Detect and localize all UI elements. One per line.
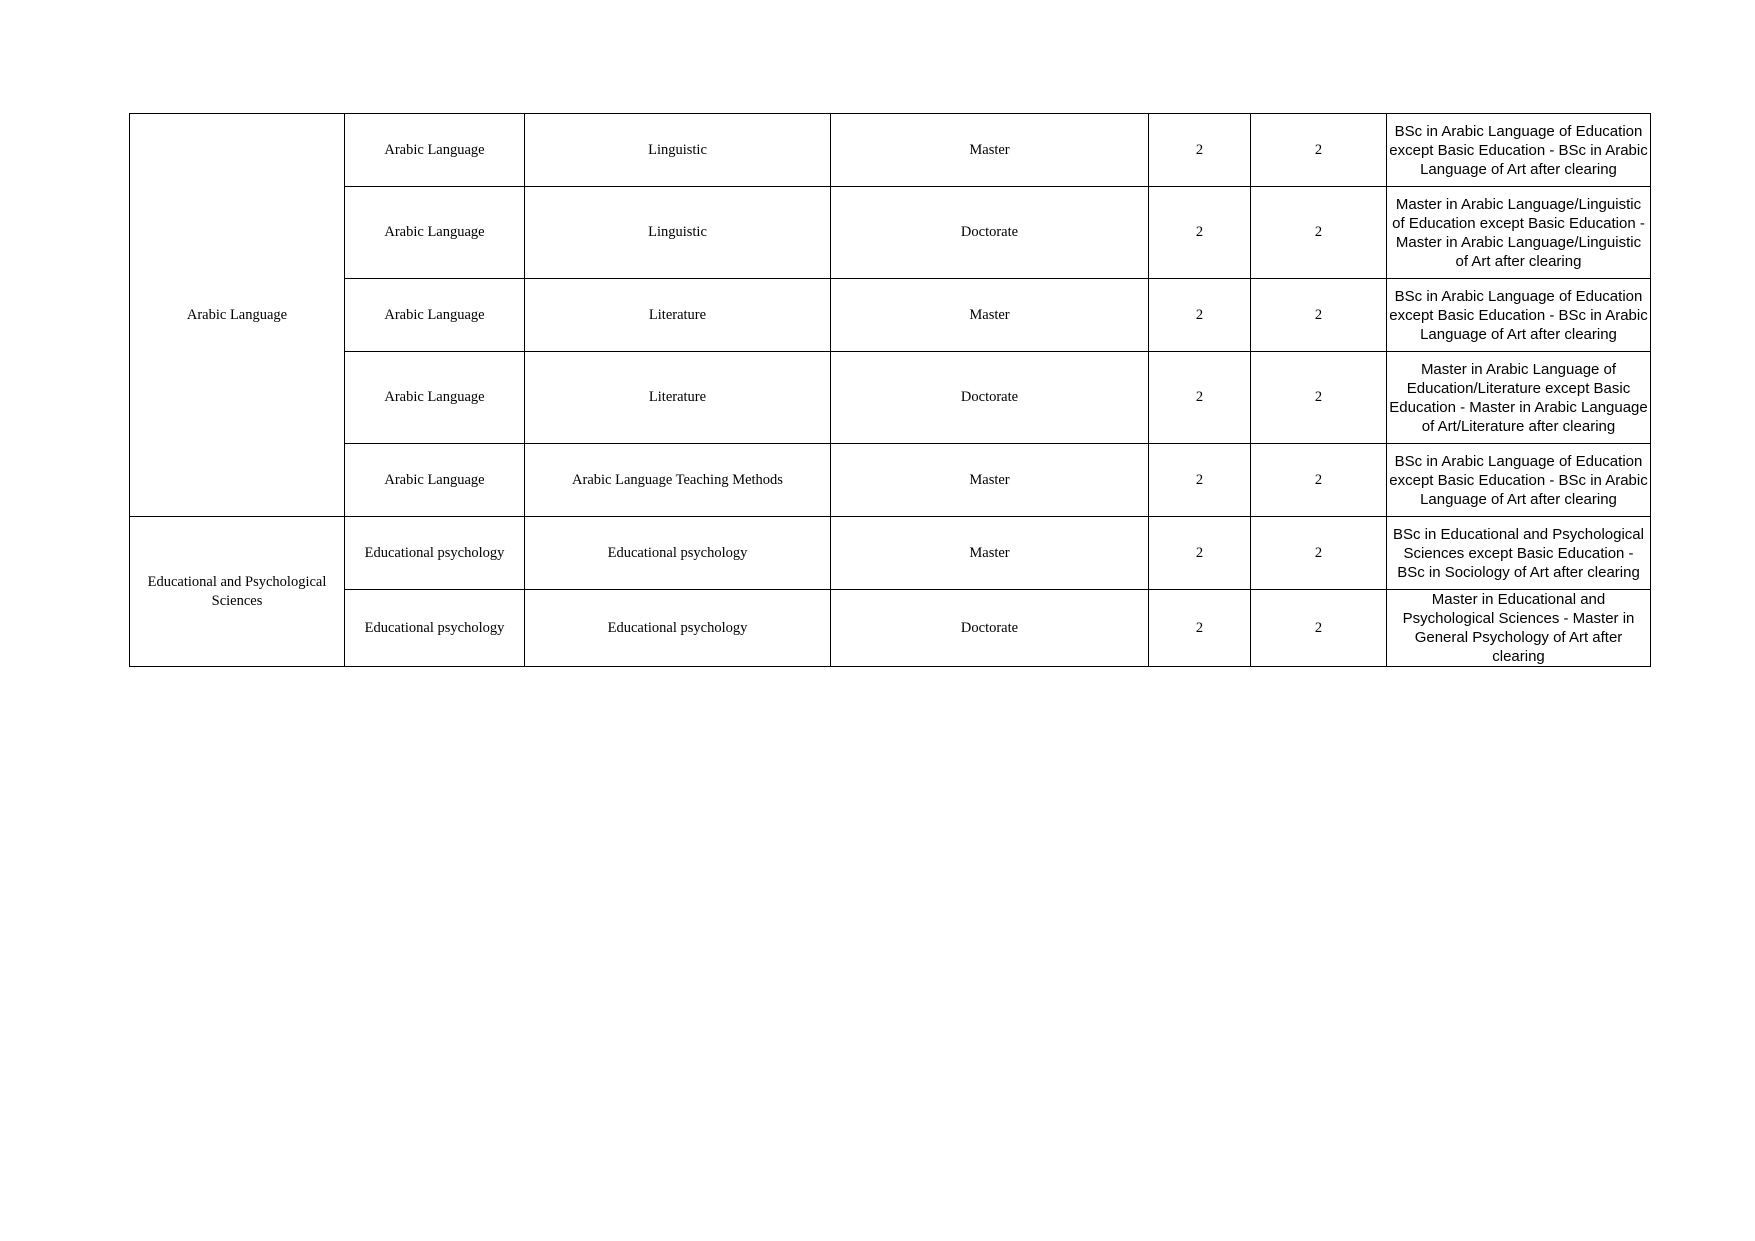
table-row <box>130 187 1651 279</box>
department-cell: Educational and Psychological Sciences <box>130 517 345 667</box>
field-cell: Educational psychology <box>345 590 525 667</box>
field-cell: Arabic Language <box>345 352 525 444</box>
requirement-cell: BSc in Arabic Language of Education except Basic Education - BSc in Arabic Language of Art after clearing <box>1387 279 1651 352</box>
degree-cell: Doctorate <box>831 352 1149 444</box>
value-cell: 2 <box>1251 279 1387 352</box>
specialization-cell: Linguistic <box>525 187 831 279</box>
table-row <box>130 444 1651 517</box>
table-row <box>130 590 1651 667</box>
field-cell: Arabic Language <box>345 279 525 352</box>
requirement-cell: Master in Arabic Language/Linguistic of Education except Basic Education - Master in Arabic Language/Linguistic of Art after clearing <box>1387 187 1651 279</box>
admission-table <box>129 113 1651 667</box>
field-cell: Arabic Language <box>345 187 525 279</box>
field-cell: Educational psychology <box>345 517 525 590</box>
table-row <box>130 114 1651 187</box>
requirement-cell: BSc in Arabic Language of Education except Basic Education - BSc in Arabic Language of Art after clearing <box>1387 444 1651 517</box>
requirement-cell: BSc in Arabic Language of Education except Basic Education - BSc in Arabic Language of Art after clearing <box>1387 114 1651 187</box>
table-row <box>130 352 1651 444</box>
value-cell: 2 <box>1251 590 1387 667</box>
degree-cell: Master <box>831 444 1149 517</box>
value-cell: 2 <box>1149 187 1251 279</box>
value-cell: 2 <box>1149 444 1251 517</box>
value-cell: 2 <box>1251 352 1387 444</box>
specialization-cell: Educational psychology <box>525 517 831 590</box>
value-cell: 2 <box>1149 590 1251 667</box>
requirement-cell: Master in Educational and Psychological Sciences - Master in General Psychology of Art after clearing <box>1387 590 1651 667</box>
specialization-cell: Arabic Language Teaching Methods <box>525 444 831 517</box>
field-cell: Arabic Language <box>345 114 525 187</box>
value-cell: 2 <box>1251 444 1387 517</box>
degree-cell: Master <box>831 279 1149 352</box>
value-cell: 2 <box>1149 517 1251 590</box>
degree-cell: Master <box>831 517 1149 590</box>
value-cell: 2 <box>1251 114 1387 187</box>
specialization-cell: Literature <box>525 279 831 352</box>
value-cell: 2 <box>1149 114 1251 187</box>
department-cell: Arabic Language <box>130 114 345 517</box>
specialization-cell: Educational psychology <box>525 590 831 667</box>
specialization-cell: Literature <box>525 352 831 444</box>
requirement-cell: Master in Arabic Language of Education/Literature except Basic Education - Master in Arabic Language of Art/Literature after clearing <box>1387 352 1651 444</box>
degree-cell: Doctorate <box>831 187 1149 279</box>
value-cell: 2 <box>1149 352 1251 444</box>
value-cell: 2 <box>1251 517 1387 590</box>
table-row <box>130 517 1651 590</box>
degree-cell: Master <box>831 114 1149 187</box>
field-cell: Arabic Language <box>345 444 525 517</box>
specialization-cell: Linguistic <box>525 114 831 187</box>
degree-cell: Doctorate <box>831 590 1149 667</box>
value-cell: 2 <box>1149 279 1251 352</box>
requirement-cell: BSc in Educational and Psychological Sciences except Basic Education - BSc in Sociology of Art after clearing <box>1387 517 1651 590</box>
table-row <box>130 279 1651 352</box>
value-cell: 2 <box>1251 187 1387 279</box>
